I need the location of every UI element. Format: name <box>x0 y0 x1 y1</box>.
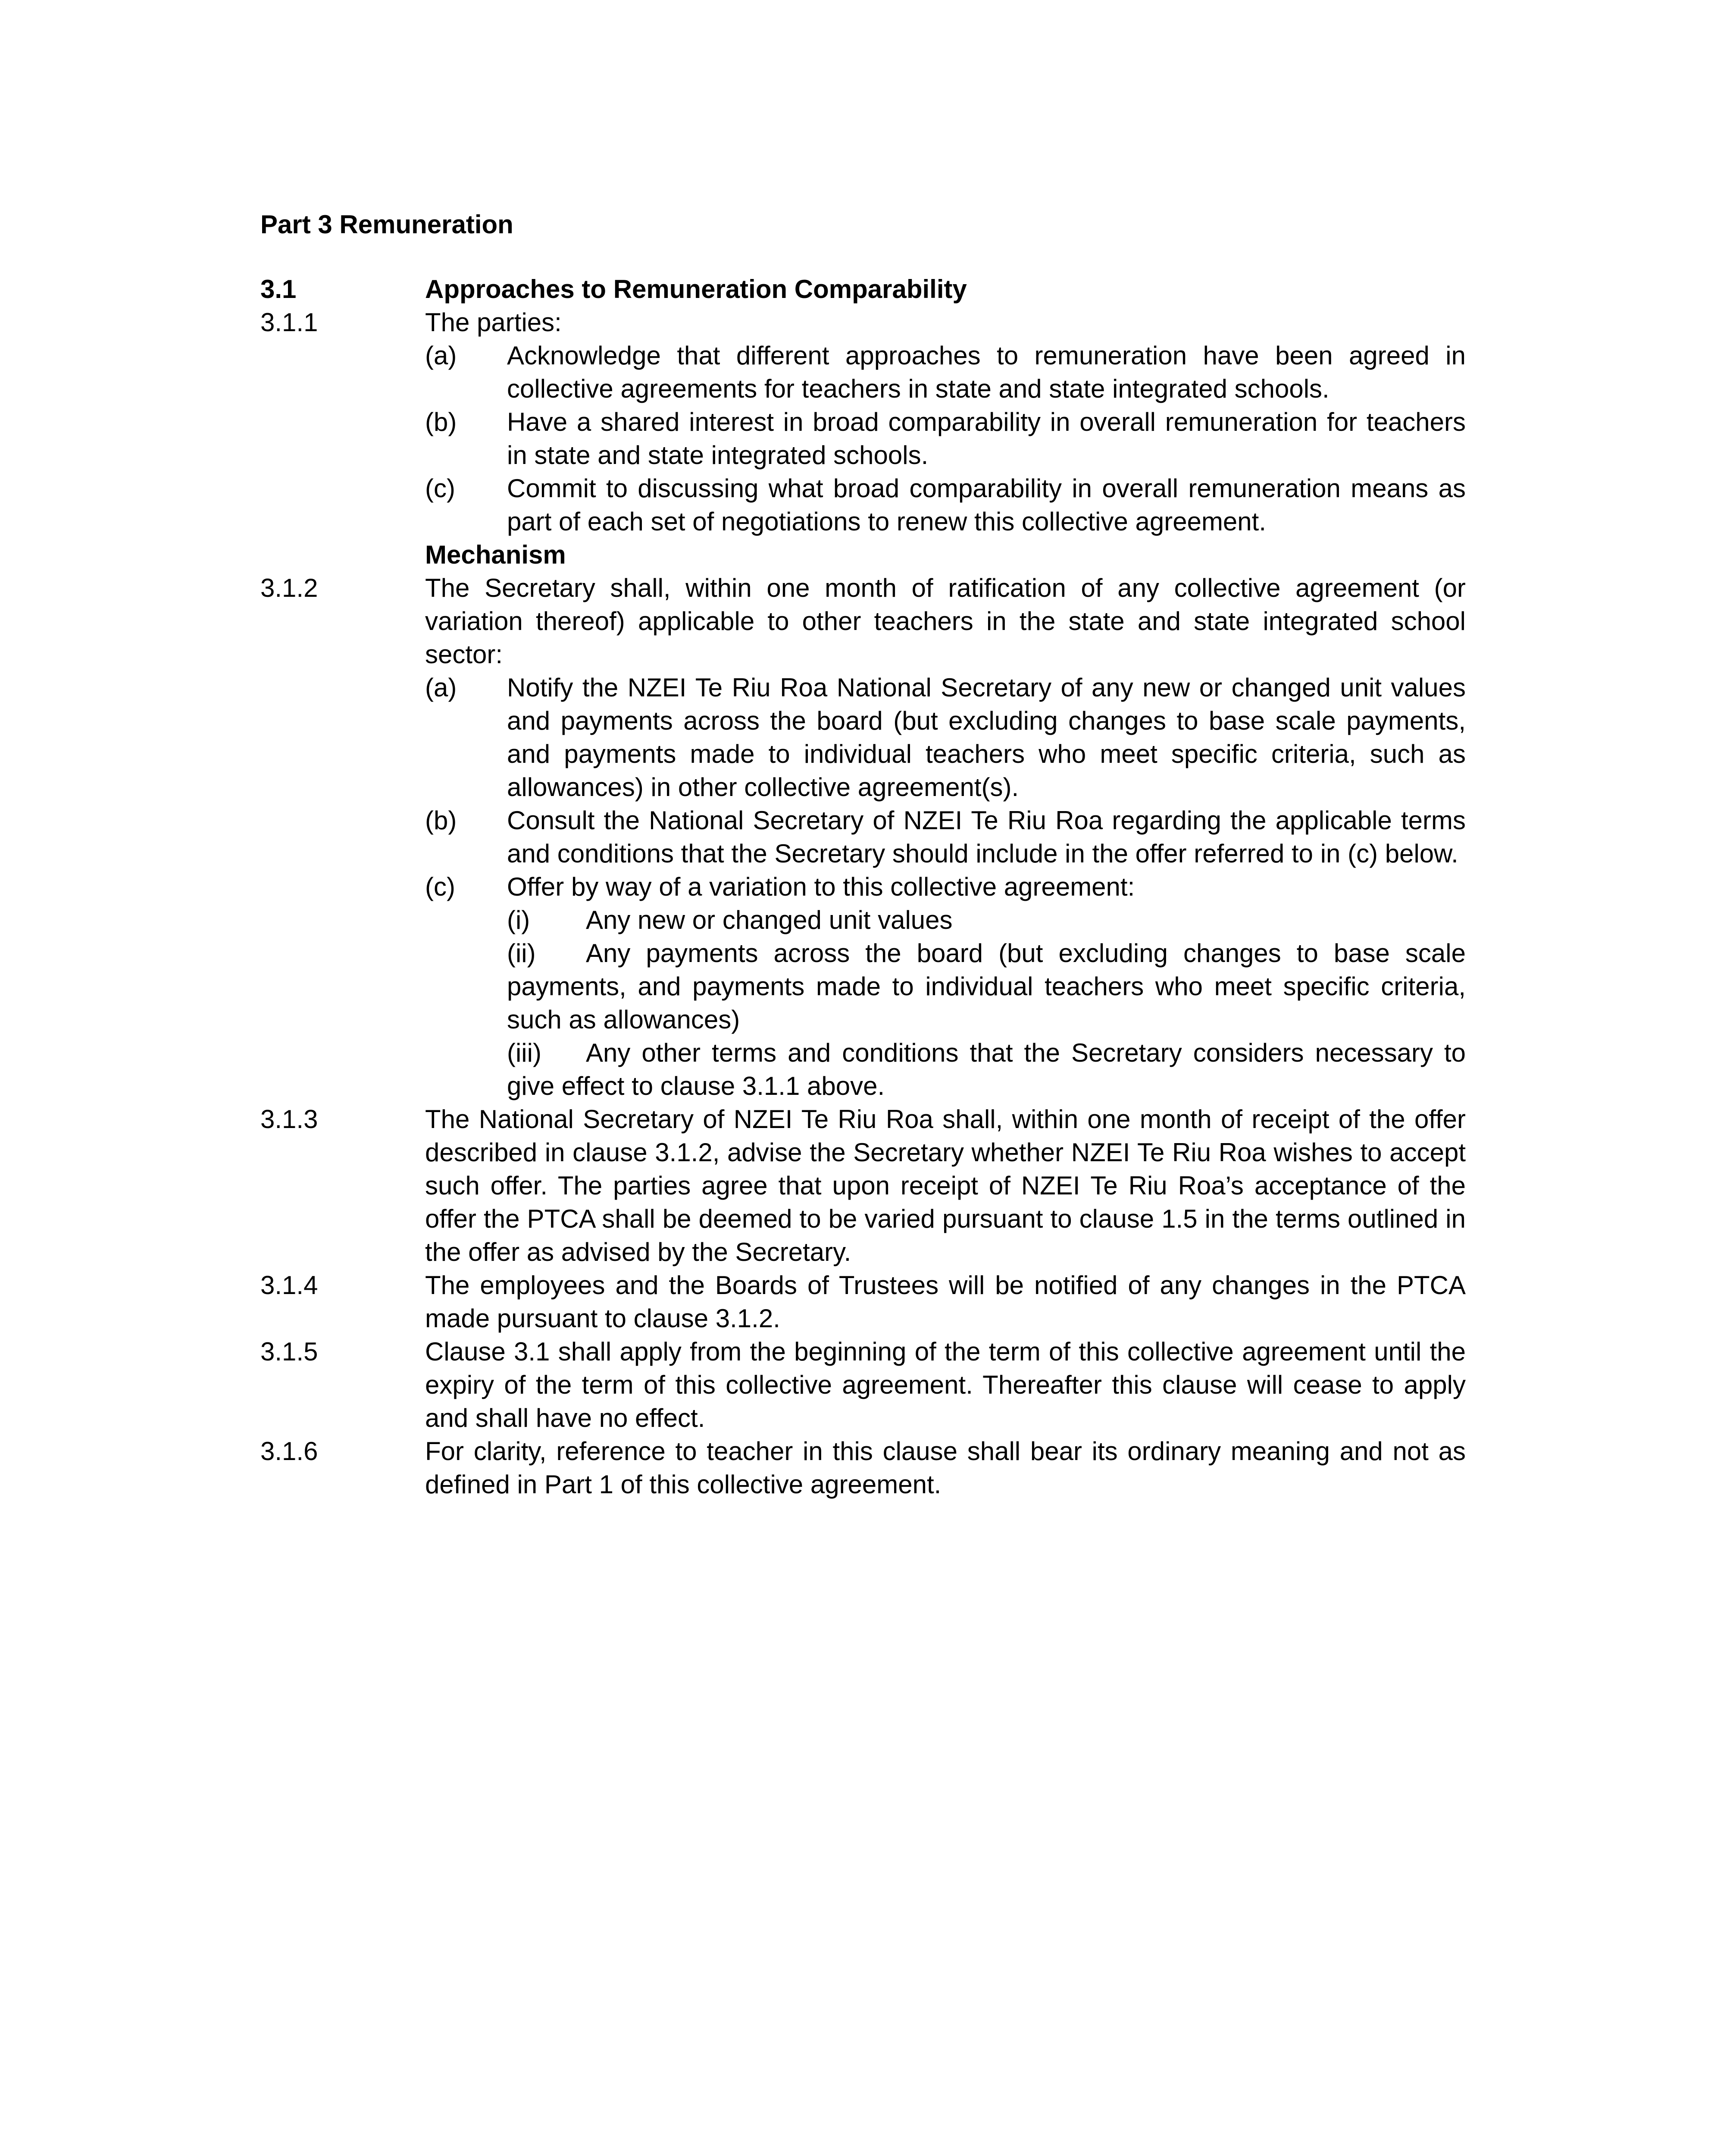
section-heading: Approaches to Remuneration Comparability <box>425 275 967 304</box>
clause-text: The employees and the Boards of Trustees will be notified of any changes in the PTCA made pursuant to clause 3.1.2. <box>425 1271 1466 1333</box>
list-item-label: (b) <box>425 806 457 835</box>
list-item-label: (a) <box>425 673 457 702</box>
document-body <box>260 273 1466 1501</box>
clause-intro: The parties: <box>425 308 562 337</box>
clause-number: 3.1.4 <box>260 1271 318 1300</box>
clause-text: The National Secretary of NZEI Te Riu Roa shall, within one month of receipt of the offer described in clause 3.1.2, advise the Secretary whether NZEI Te Riu Roa wishes to accept such offer. The parties agree that upon receipt of NZEI Te Riu Roa’s acceptance of the offer the PTCA shall be deemed to be varied pursuant to clause 1.5 in the terms outlined in the offer as advised by the Secretary. <box>425 1105 1466 1266</box>
list-item-text: Offer by way of a variation to this collective agreement: <box>507 872 1135 901</box>
section-number: 3.1 <box>260 275 297 304</box>
list-item-label: (c) <box>425 872 455 901</box>
section-heading-row <box>260 273 1466 306</box>
sub-list-item-text: Any new or changed unit values <box>586 906 953 934</box>
clause-3-1-5 <box>260 1335 1466 1435</box>
list-item <box>425 870 1466 903</box>
sub-list-item <box>507 1036 1466 1103</box>
clause-intro: The Secretary shall, within one month of ratification of any collective agreement (or variation thereof) applicable to other teachers in the state and state integrated school sector: <box>425 573 1466 669</box>
clause-number: 3.1.6 <box>260 1437 318 1466</box>
sub-list-item-text: Any payments across the board (but excluding changes to base scale payments, and payments made to individual teachers who meet specific criteria, such as allowances) <box>507 939 1466 1034</box>
sub-list-item <box>507 937 1466 1036</box>
clause-3-1-2 <box>260 571 1466 671</box>
clause-number: 3.1.5 <box>260 1337 318 1366</box>
sub-list-item-label: (ii) <box>507 939 536 968</box>
list-item-text: Have a shared interest in broad comparability in overall remuneration for teachers in state and state integrated schools. <box>507 407 1466 470</box>
list-item-text: Acknowledge that different approaches to remuneration have been agreed in collective agreements for teachers in state and state integrated schools. <box>507 341 1466 403</box>
clause-number: 3.1.1 <box>260 308 318 337</box>
list-item-text: Consult the National Secretary of NZEI Te Riu Roa regarding the applicable terms and conditions that the Secretary should include in the offer referred to in (c) below. <box>507 806 1466 868</box>
list-item <box>425 804 1466 870</box>
sub-list-item-label: (i) <box>507 906 530 934</box>
list-item-label: (b) <box>425 407 457 436</box>
list-item-text: Notify the NZEI Te Riu Roa National Secretary of any new or changed unit values and payments across the board (but excluding changes to base scale payments, and payments made to individual teachers who meet specific criteria, such as allowances) in other collective agreement(s). <box>507 673 1466 802</box>
list-item <box>425 339 1466 405</box>
part-title: Part 3 Remuneration <box>260 210 513 239</box>
clause-3-1-6 <box>260 1435 1466 1501</box>
sub-list-item <box>507 903 1466 937</box>
clause-3-1-3 <box>260 1103 1466 1269</box>
list-item-label: (c) <box>425 474 455 503</box>
list-item-text: Commit to discussing what broad comparability in overall remuneration means as part of each set of negotiations to renew this collective agreement. <box>507 474 1466 536</box>
clause-text: For clarity, reference to teacher in this clause shall bear its ordinary meaning and not as defined in Part 1 of this collective agreement. <box>425 1437 1466 1499</box>
clause-3-1-1 <box>260 306 1466 339</box>
list-item <box>425 472 1466 538</box>
sub-list-item-text: Any other terms and conditions that the Secretary considers necessary to give effect to clause 3.1.1 above. <box>507 1038 1466 1100</box>
list-item <box>425 405 1466 472</box>
list-item-label: (a) <box>425 341 457 370</box>
clause-text: Clause 3.1 shall apply from the beginning of the term of this collective agreement until the expiry of the term of this collective agreement. Thereafter this clause will cease to apply and shall have no effect. <box>425 1337 1466 1432</box>
clause-number: 3.1.2 <box>260 573 318 602</box>
clause-3-1-4 <box>260 1269 1466 1335</box>
mechanism-heading: Mechanism <box>425 540 566 569</box>
list-item <box>425 671 1466 804</box>
clause-number: 3.1.3 <box>260 1105 318 1134</box>
sub-list-item-label: (iii) <box>507 1038 541 1067</box>
